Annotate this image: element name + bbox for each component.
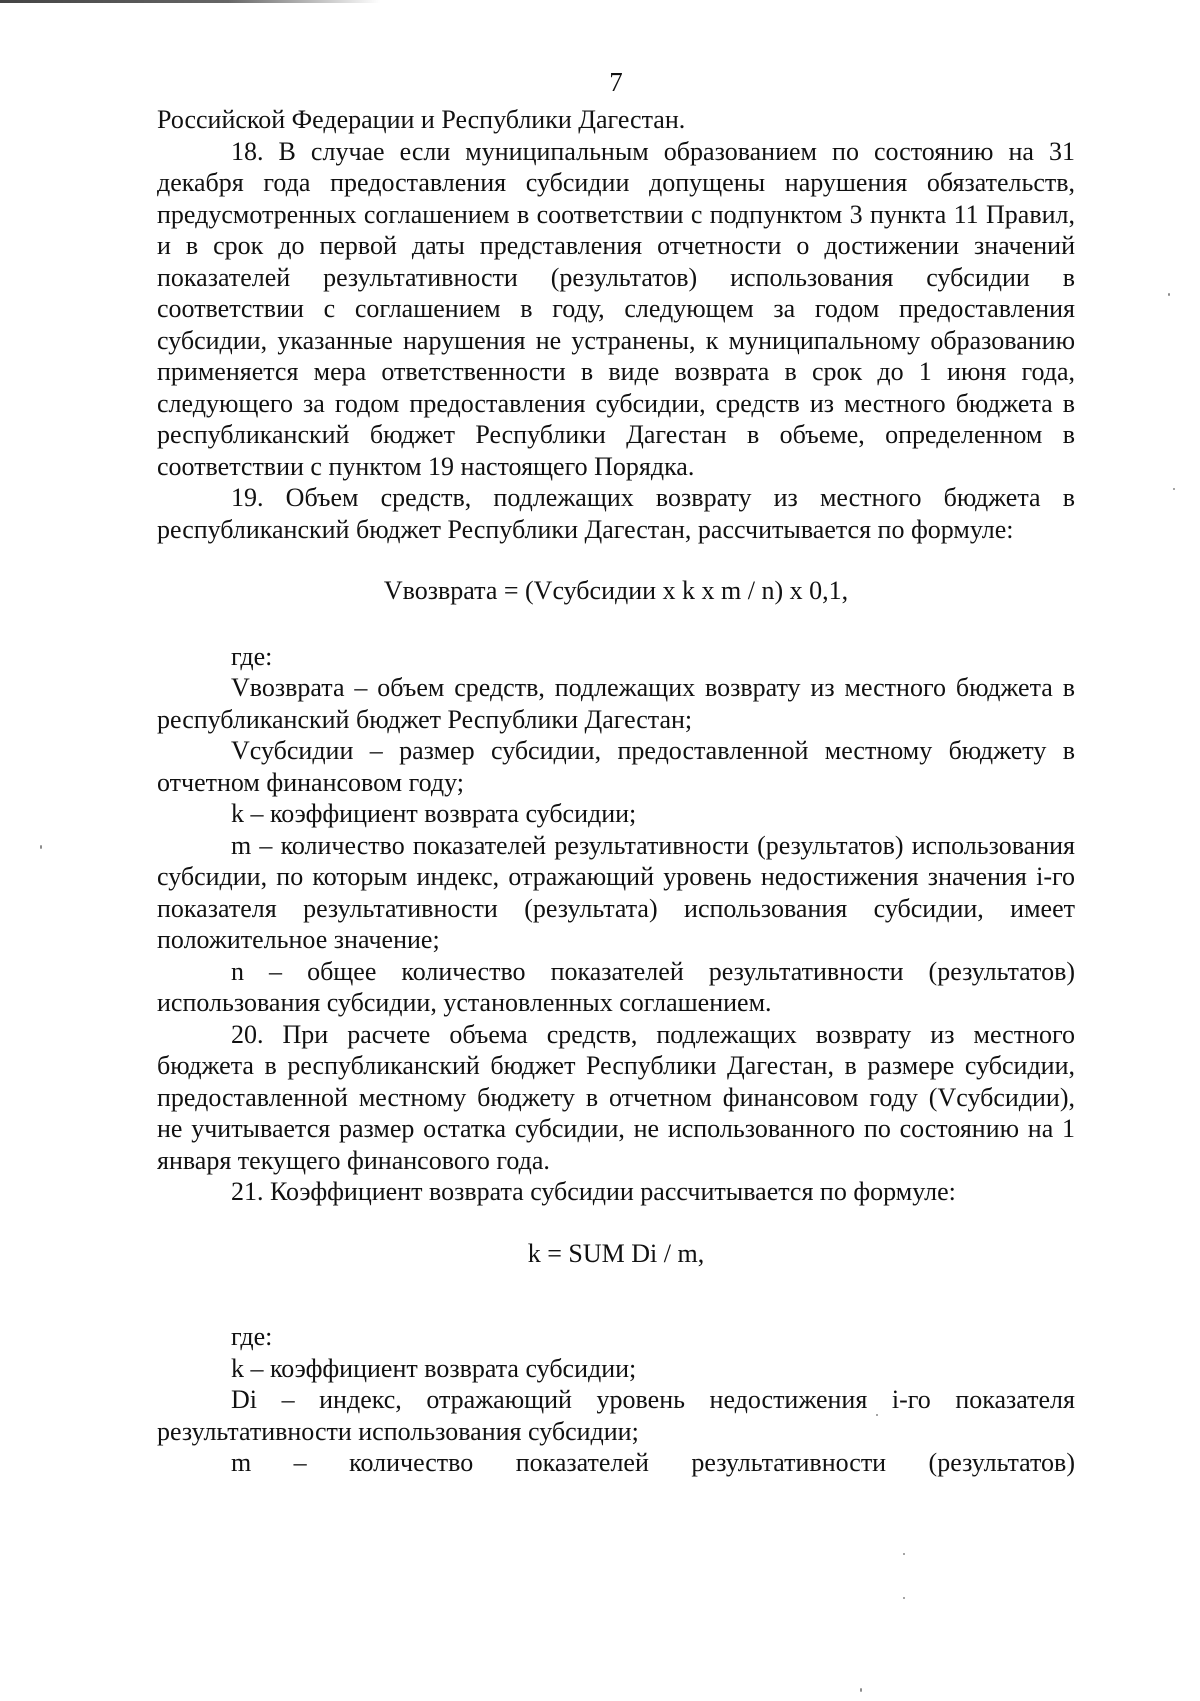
paragraph: 18. В случае если муниципальным образованием по состоянию на 31 декабря года предоставления субсидии допущены нарушения обязательств, предусмотренных соглашением в соответствии с подпунктом 3 пункта 11 Правил, и в срок до первой даты представления отчетности о достижении значений показателей результативности (результатов) использования субсидии в соответствии с соглашением в году, следующем за годом предоставления субсидии, указанные нарушения не устранены, к муниципальному образованию применяется мера ответственности в виде возврата в срок до 1 июня года, следующего за годом предоставления субсидии, средств из местного бюджета в республиканский бюджет Республики Дагестан в объеме, определенном в соответствии с пунктом 19 настоящего Порядка. xyxy=(157,136,1075,481)
paragraph: Российской Федерации и Республики Дагестан. xyxy=(157,105,686,134)
formula-return-volume: Vвозврата = (Vсубсидии x k x m / n) x 0,1, xyxy=(383,576,849,605)
paragraph: m – количество показателей результативности (результатов) использования субсидии, по которым индекс, отражающий уровень недостижения значения i-го показателя результативности (результата) использования субсидии, имеет положительное значение; xyxy=(157,830,1075,954)
page-number: 7 xyxy=(609,67,623,97)
text-section-intro xyxy=(157,104,1075,545)
paragraph: 21. Коэффициент возврата субсидии рассчитывается по формуле: xyxy=(231,1177,956,1206)
scan-speck xyxy=(1168,293,1170,296)
scan-speck xyxy=(903,1553,905,1555)
paragraph: где: xyxy=(231,1322,273,1351)
paragraph: 20. При расчете объема средств, подлежащих возврату из местного бюджета в республиканский бюджет Республики Дагестан, в размере субсидии, предоставленной местному бюджету в отчетном финансовом году (Vсубсидии), не учитывается размер остатка субсидии, не использованного по состоянию на 1 января текущего финансового года. xyxy=(157,1019,1075,1175)
paragraph: k – коэффициент возврата субсидии; xyxy=(231,799,637,828)
paragraph: где: xyxy=(231,641,273,671)
document-body xyxy=(157,104,1075,1479)
paragraph: 19. Объем средств, подлежащих возврату из местного бюджета в республиканский бюджет Республики Дагестан, рассчитывается по формуле: xyxy=(157,483,1075,544)
text-section-coefficient-definitions xyxy=(157,1321,1075,1479)
paragraph: k – коэффициент возврата субсидии; xyxy=(231,1353,637,1383)
scan-speck xyxy=(860,1688,862,1692)
scan-edge-mark xyxy=(0,0,380,3)
paragraph: m – количество показателей результативности (результатов) xyxy=(231,1448,1075,1477)
scan-speck xyxy=(40,845,42,849)
paragraph: Vсубсидии – размер субсидии, предоставленной местному бюджету в отчетном финансовом году; xyxy=(157,736,1075,797)
scan-speck xyxy=(903,1597,905,1599)
scan-speck xyxy=(1173,488,1175,490)
text-section-definitions xyxy=(157,641,1075,1208)
document-page xyxy=(157,60,1075,1479)
formula-return-coefficient: k = SUM Di / m, xyxy=(527,1238,705,1268)
paragraph: Di – индекс, отражающий уровень недостижения i-го показателя результативности использования субсидии; xyxy=(157,1385,1075,1446)
paragraph: n – общее количество показателей результативности (результатов) использования субсидии, установленных соглашением. xyxy=(157,956,1075,1017)
paragraph: Vвозврата – объем средств, подлежащих возврату из местного бюджета в республиканский бюджет Республики Дагестан; xyxy=(157,673,1075,734)
